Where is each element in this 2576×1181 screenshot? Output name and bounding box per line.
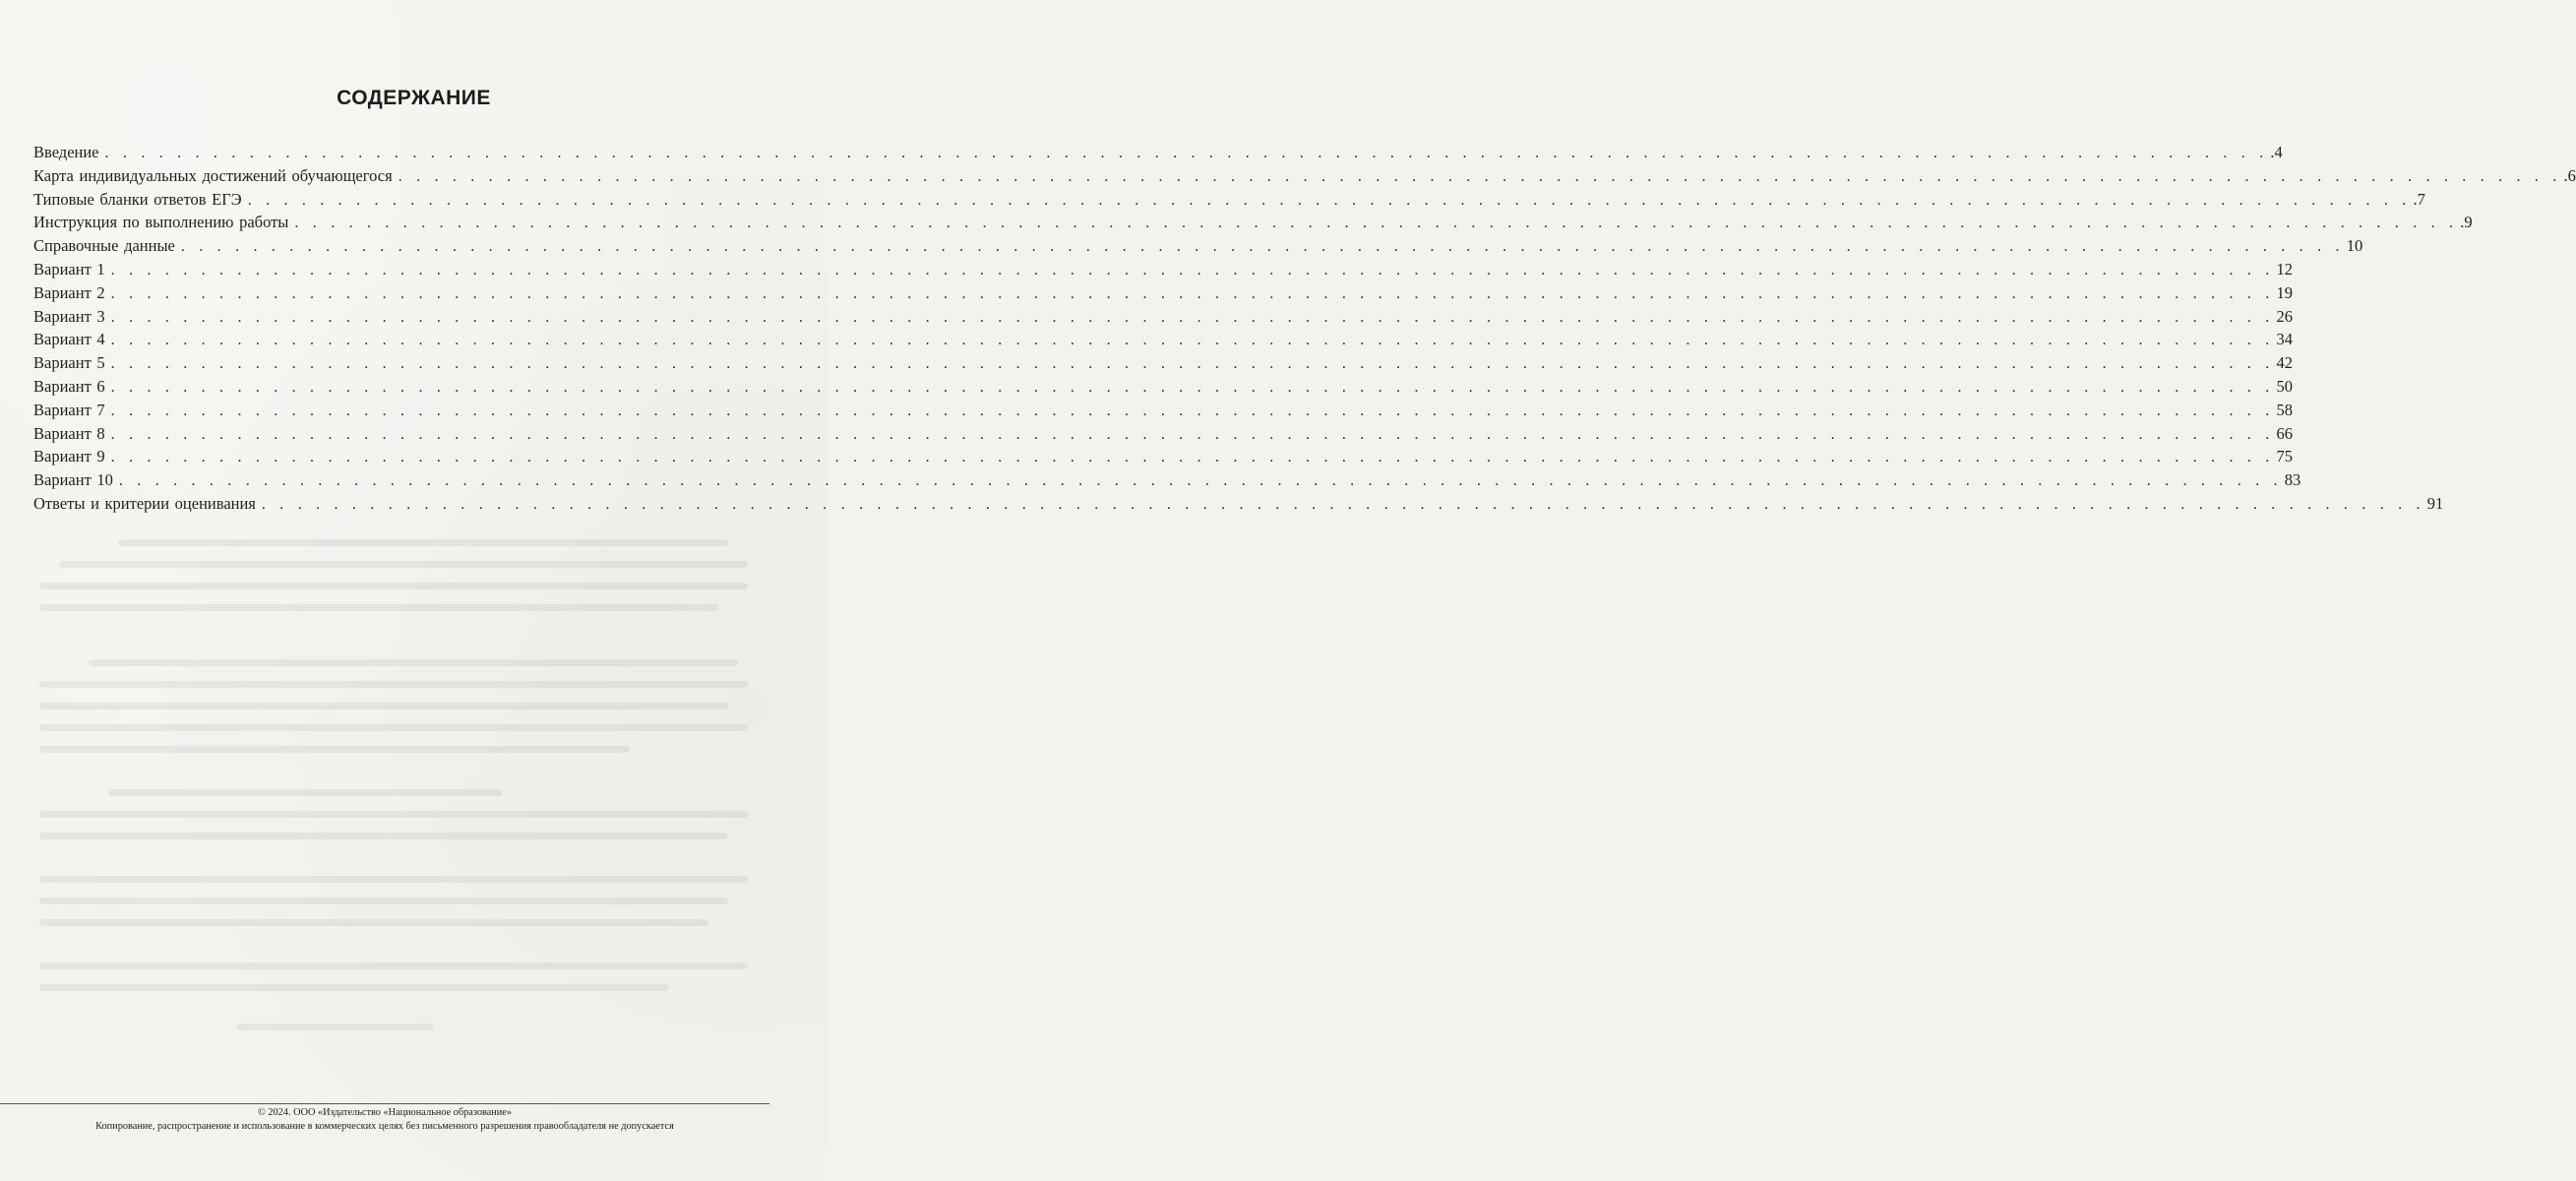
table-of-contents xyxy=(33,141,2576,516)
toc-entry xyxy=(33,211,2473,234)
toc-entry-label: Карта индивидуальных достижений обучающегося xyxy=(33,165,393,185)
toc-entry-page: 34 xyxy=(2276,330,2293,349)
toc-entry-page: 10 xyxy=(2346,236,2363,256)
toc-dot-leader: . . . . . . . . . . . . . . . . . . . . . . . . . . . . . . . . . . . . . . . . . . . . . . . . . . . . . . . . . . . . . . . . . . . . . . . . . . . . . . . . . . . . . . . . . . . . . . . . . . . . . . . . . . . . . . . . . . . . . . . . xyxy=(261,495,2425,513)
toc-entry-label: Вариант 1 xyxy=(33,259,105,279)
toc-entry-page: 19 xyxy=(2276,282,2293,302)
toc-entry xyxy=(33,375,2293,399)
toc-entry-page: 12 xyxy=(2276,259,2293,279)
toc-entry xyxy=(33,492,2444,516)
toc-entry-label: Справочные данные xyxy=(33,236,175,256)
toc-entry-page: .4 xyxy=(2270,143,2283,161)
toc-entry-label: Вариант 2 xyxy=(33,282,105,302)
toc-dot-leader: . . . . . . . . . . . . . . . . . . . . . . . . . . . . . . . . . . . . . . . . . . . . . . . . . . . . . . . . . . . . . . . . . . . . . . . . . . . . . . . . . . . . . . . . . . . . . . . . . . . . . . . . . . . . . . . . . . . . . . . . xyxy=(294,215,2459,232)
toc-entry-label: Вариант 6 xyxy=(33,376,105,396)
toc-dot-leader: . . . . . . . . . . . . . . . . . . . . . . . . . . . . . . . . . . . . . . . . . . . . . . . . . . . . . . . . . . . . . . . . . . . . . . . . . . . . . . . . . . . . . . . . . . . . . . . . . . . . . . . . . . . . . . . . . . . . . . . . xyxy=(110,425,2275,443)
toc-entry-page: 66 xyxy=(2276,423,2293,443)
toc-entry-label: Вариант 3 xyxy=(33,306,105,326)
footer-notice: Копирование, распространение и использование в коммерческих целях без письменного разрешения правообладателя не допускается xyxy=(95,1121,674,1132)
footer xyxy=(0,1106,769,1134)
toc-dot-leader: . . . . . . . . . . . . . . . . . . . . . . . . . . . . . . . . . . . . . . . . . . . . . . . . . . . . . . . . . . . . . . . . . . . . . . . . . . . . . . . . . . . . . . . . . . . . . . . . . . . . . . . . . . . . . . . . . . . . . . . . xyxy=(110,332,2275,349)
toc-entry xyxy=(33,281,2293,305)
toc-entry-page: 26 xyxy=(2276,306,2293,326)
toc-entry-page: .9 xyxy=(2460,213,2473,232)
show-through-background xyxy=(0,531,828,1043)
page-title: СОДЕРЖАНИЕ xyxy=(337,87,491,109)
toc-entry-label: Вариант 9 xyxy=(33,447,105,466)
toc-entry-page: .7 xyxy=(2413,189,2425,209)
toc-entry-label: Ответы и критерии оценивания xyxy=(33,493,256,513)
toc-entry-label: Вариант 8 xyxy=(33,423,105,443)
toc-dot-leader: . . . . . . . . . . . . . . . . . . . . . . . . . . . . . . . . . . . . . . . . . . . . . . . . . . . . . . . . . . . . . . . . . . . . . . . . . . . . . . . . . . . . . . . . . . . . . . . . . . . . . . . . . . . . . . . . . . . . . . . . xyxy=(104,145,2269,161)
toc-entry-label: Вариант 7 xyxy=(33,400,105,419)
toc-entry xyxy=(33,164,2576,188)
toc-entry-page: 50 xyxy=(2276,376,2293,396)
toc-entry xyxy=(33,141,2283,164)
toc-entry-label: Вариант 10 xyxy=(33,470,113,490)
toc-dot-leader: . . . . . . . . . . . . . . . . . . . . . . . . . . . . . . . . . . . . . . . . . . . . . . . . . . . . . . . . . . . . . . . . . . . . . . . . . . . . . . . . . . . . . . . . . . . . . . . . . . . . . . . . . . . . . . . . . . . . . . . . xyxy=(180,238,2345,256)
toc-entry xyxy=(33,328,2293,351)
toc-entry xyxy=(33,234,2363,258)
footer-divider xyxy=(0,1103,769,1104)
toc-entry xyxy=(33,188,2425,212)
toc-entry-page: 91 xyxy=(2426,493,2444,513)
toc-entry xyxy=(33,445,2293,468)
toc-entry xyxy=(33,258,2293,281)
toc-dot-leader: . . . . . . . . . . . . . . . . . . . . . . . . . . . . . . . . . . . . . . . . . . . . . . . . . . . . . . . . . . . . . . . . . . . . . . . . . . . . . . . . . . . . . . . . . . . . . . . . . . . . . . . . . . . . . . . . . . . . . . . . xyxy=(110,261,2275,279)
toc-dot-leader: . . . . . . . . . . . . . . . . . . . . . . . . . . . . . . . . . . . . . . . . . . . . . . . . . . . . . . . . . . . . . . . . . . . . . . . . . . . . . . . . . . . . . . . . . . . . . . . . . . . . . . . . . . . . . . . . . . . . . . . . xyxy=(110,402,2275,419)
toc-dot-leader: . . . . . . . . . . . . . . . . . . . . . . . . . . . . . . . . . . . . . . . . . . . . . . . . . . . . . . . . . . . . . . . . . . . . . . . . . . . . . . . . . . . . . . . . . . . . . . . . . . . . . . . . . . . . . . . . . . . . . . . . xyxy=(110,378,2275,396)
toc-entry-page: .6 xyxy=(2563,165,2576,185)
toc-dot-leader: . . . . . . . . . . . . . . . . . . . . . . . . . . . . . . . . . . . . . . . . . . . . . . . . . . . . . . . . . . . . . . . . . . . . . . . . . . . . . . . . . . . . . . . . . . . . . . . . . . . . . . . . . . . . . . . . . . . . . . . . xyxy=(118,472,2283,490)
toc-entry xyxy=(33,351,2293,375)
toc-entry xyxy=(33,399,2293,422)
toc-entry xyxy=(33,468,2301,492)
toc-entry-label: Введение xyxy=(33,143,99,161)
toc-entry-label: Типовые бланки ответов ЕГЭ xyxy=(33,189,242,209)
toc-dot-leader: . . . . . . . . . . . . . . . . . . . . . . . . . . . . . . . . . . . . . . . . . . . . . . . . . . . . . . . . . . . . . . . . . . . . . . . . . . . . . . . . . . . . . . . . . . . . . . . . . . . . . . . . . . . . . . . . . . . . . . . . xyxy=(247,191,2412,209)
toc-dot-leader: . . . . . . . . . . . . . . . . . . . . . . . . . . . . . . . . . . . . . . . . . . . . . . . . . . . . . . . . . . . . . . . . . . . . . . . . . . . . . . . . . . . . . . . . . . . . . . . . . . . . . . . . . . . . . . . . . . . . . . . . xyxy=(110,355,2275,373)
toc-entry xyxy=(33,305,2293,329)
toc-entry-page: 83 xyxy=(2284,470,2301,490)
toc-entry-page: 42 xyxy=(2276,353,2293,373)
toc-dot-leader: . . . . . . . . . . . . . . . . . . . . . . . . . . . . . . . . . . . . . . . . . . . . . . . . . . . . . . . . . . . . . . . . . . . . . . . . . . . . . . . . . . . . . . . . . . . . . . . . . . . . . . . . . . . . . . . . . . . . . . . . xyxy=(110,308,2275,326)
toc-entry-page: 58 xyxy=(2276,400,2293,419)
toc-entry-label: Вариант 5 xyxy=(33,353,105,373)
toc-entry-label: Инструкция по выполнению работы xyxy=(33,213,289,232)
toc-entry-page: 75 xyxy=(2276,447,2293,466)
toc-entry-label: Вариант 4 xyxy=(33,330,105,349)
footer-copyright: © 2024. ООО «Издательство «Национальное образование» xyxy=(257,1107,513,1118)
toc-entry xyxy=(33,422,2293,446)
toc-dot-leader: . . . . . . . . . . . . . . . . . . . . . . . . . . . . . . . . . . . . . . . . . . . . . . . . . . . . . . . . . . . . . . . . . . . . . . . . . . . . . . . . . . . . . . . . . . . . . . . . . . . . . . . . . . . . . . . . . . . . . . . . xyxy=(110,449,2275,466)
toc-dot-leader: . . . . . . . . . . . . . . . . . . . . . . . . . . . . . . . . . . . . . . . . . . . . . . . . . . . . . . . . . . . . . . . . . . . . . . . . . . . . . . . . . . . . . . . . . . . . . . . . . . . . . . . . . . . . . . . . . . . . . . . . xyxy=(398,167,2562,185)
toc-dot-leader: . . . . . . . . . . . . . . . . . . . . . . . . . . . . . . . . . . . . . . . . . . . . . . . . . . . . . . . . . . . . . . . . . . . . . . . . . . . . . . . . . . . . . . . . . . . . . . . . . . . . . . . . . . . . . . . . . . . . . . . . xyxy=(110,284,2275,302)
